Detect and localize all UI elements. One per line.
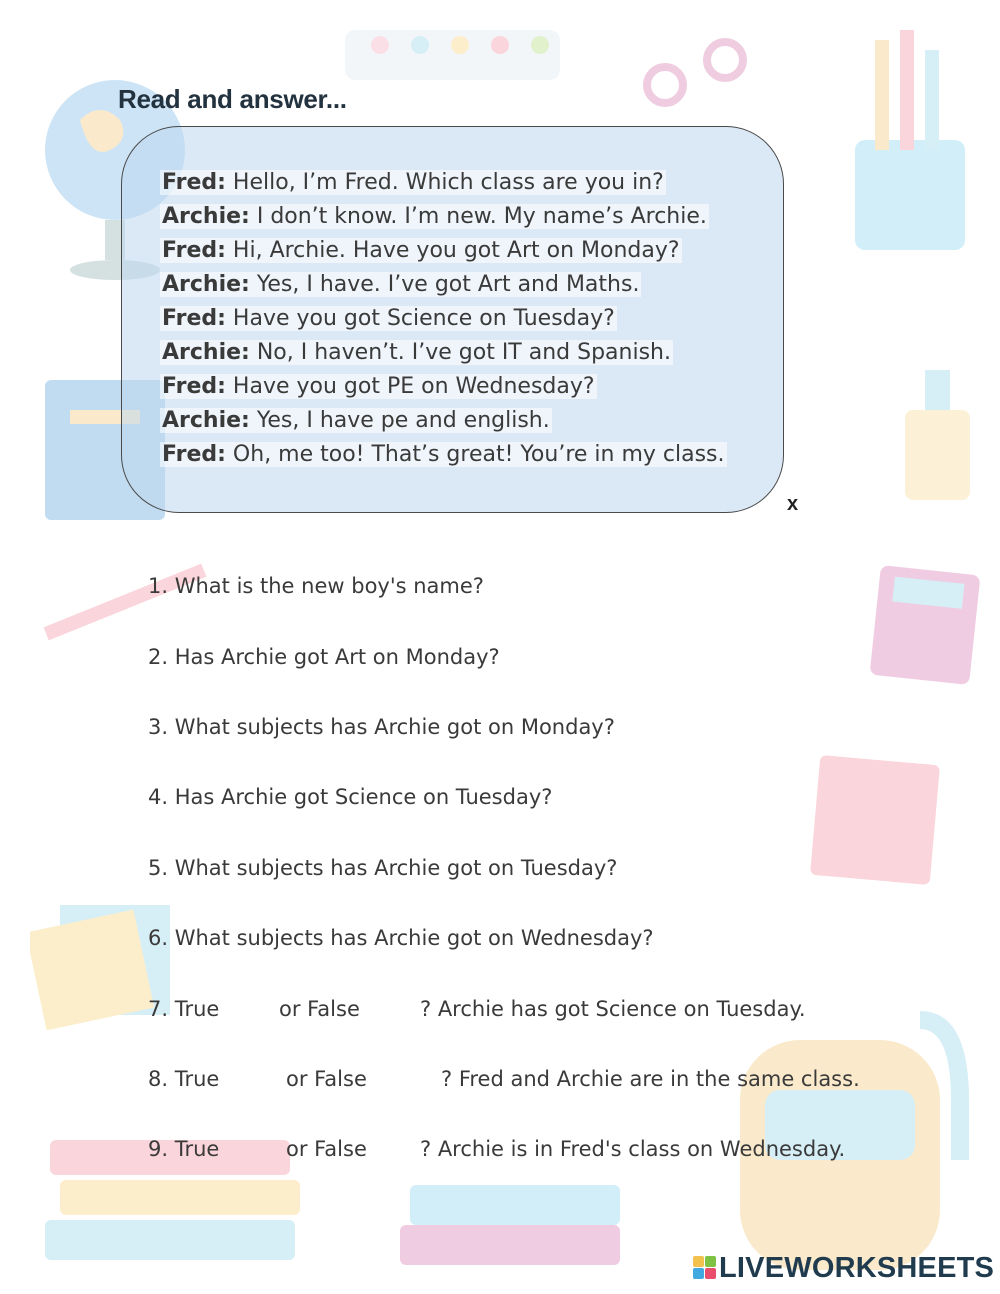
speaker-name: Fred: (162, 374, 226, 399)
tf-8-statement: ? Fred and Archie are in the same class. (441, 1067, 860, 1091)
line-text: Yes, I have. I’ve got Art and Maths. (249, 272, 640, 297)
question-3: 3. What subjects has Archie got on Monday? (148, 715, 615, 739)
dialog-text (160, 166, 727, 472)
tf-7-false[interactable]: or False (279, 997, 360, 1021)
liveworksheets-logo[interactable] (693, 1251, 994, 1285)
blue-books-illustration (400, 1175, 630, 1275)
line-text: Hi, Archie. Have you got Art on Monday? (225, 238, 680, 263)
tf-9-true[interactable]: 9. True (148, 1137, 220, 1161)
speaker-name: Fred: (162, 306, 226, 331)
dialog-line (160, 166, 727, 200)
speaker-name: Archie: (162, 272, 250, 297)
paint-palette-illustration (345, 25, 565, 85)
speaker-name: Archie: (162, 340, 250, 365)
tf-8-true[interactable]: 8. True (148, 1067, 220, 1091)
question-6: 6. What subjects has Archie got on Wednesday? (148, 926, 654, 950)
dialog-line (160, 268, 727, 302)
dialog-line (160, 404, 727, 438)
speaker-name: Archie: (162, 204, 250, 229)
question-1: 1. What is the new boy's name? (148, 574, 484, 598)
calculator-illustration (870, 565, 980, 685)
speaker-name: Fred: (162, 442, 226, 467)
speaker-name: Fred: (162, 238, 226, 263)
line-text: I don’t know. I’m new. My name’s Archie. (249, 204, 707, 229)
speaker-name: Archie: (162, 408, 250, 433)
line-text: Have you got PE on Wednesday? (225, 374, 595, 399)
dialog-line (160, 438, 727, 472)
dialog-line (160, 336, 727, 370)
red-notebook-illustration (810, 755, 950, 885)
speaker-name: Fred: (162, 170, 226, 195)
dialog-line (160, 234, 727, 268)
glue-bottle-illustration (895, 350, 980, 500)
scissors-illustration (640, 30, 750, 130)
page-title: Read and answer... (118, 84, 347, 114)
tf-7-true[interactable]: 7. True (148, 997, 220, 1021)
question-4: 4. Has Archie got Science on Tuesday? (148, 785, 553, 809)
line-text: Have you got Science on Tuesday? (225, 306, 615, 331)
logo-text: LIVEWORKSHEETS (719, 1251, 995, 1284)
dialog-line (160, 200, 727, 234)
line-text: No, I haven’t. I’ve got IT and Spanish. (249, 340, 671, 365)
dialog-line (160, 370, 727, 404)
tf-9-false[interactable]: or False (286, 1137, 367, 1161)
line-text: Yes, I have pe and english. (249, 408, 550, 433)
question-2: 2. Has Archie got Art on Monday? (148, 645, 500, 669)
dialog-line (160, 302, 727, 336)
pencil-cup-illustration (835, 20, 985, 260)
line-text: Oh, me too! That’s great! You’re in my class. (225, 442, 725, 467)
close-marker[interactable]: x (787, 493, 799, 515)
line-text: Hello, I’m Fred. Which class are you in? (225, 170, 664, 195)
pencil-illustration (40, 555, 210, 645)
tf-9-statement: ? Archie is in Fred's class on Wednesday. (420, 1137, 846, 1161)
logo-mark-icon (693, 1256, 717, 1280)
tf-7-statement: ? Archie has got Science on Tuesday. (420, 997, 806, 1021)
backpack-illustration (720, 980, 980, 1280)
tf-8-false[interactable]: or False (286, 1067, 367, 1091)
question-5: 5. What subjects has Archie got on Tuesday? (148, 856, 618, 880)
